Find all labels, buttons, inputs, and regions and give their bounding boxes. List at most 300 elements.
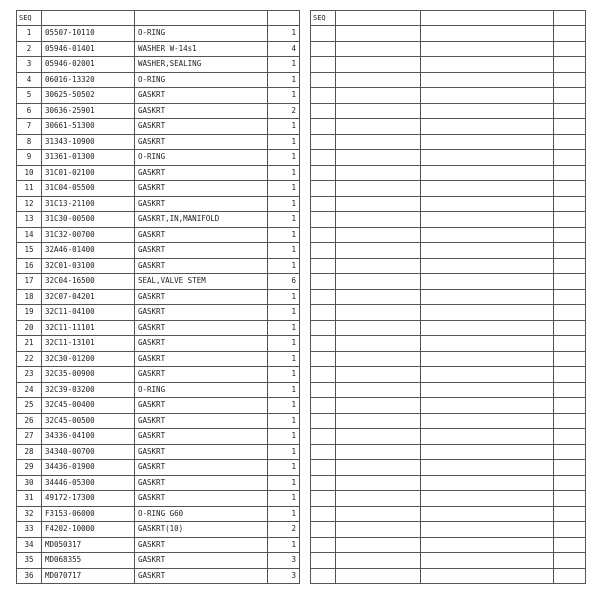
part-name-cell: WASHER,SEALING bbox=[135, 57, 268, 73]
table-row bbox=[17, 444, 300, 460]
empty-cell bbox=[554, 413, 586, 429]
empty-cell bbox=[421, 41, 554, 57]
empty-cell bbox=[311, 150, 336, 166]
empty-cell bbox=[336, 57, 421, 73]
empty-table-row bbox=[311, 196, 586, 212]
seq-cell: 13 bbox=[17, 212, 42, 228]
seq-cell: 29 bbox=[17, 460, 42, 476]
empty-cell bbox=[554, 26, 586, 42]
seq-cell: 18 bbox=[17, 289, 42, 305]
empty-cell bbox=[554, 150, 586, 166]
empty-table-row bbox=[311, 103, 586, 119]
table-row bbox=[17, 181, 300, 197]
quantity-header bbox=[268, 11, 300, 26]
part-name-cell: GASKRT bbox=[135, 460, 268, 476]
empty-table-row bbox=[311, 305, 586, 321]
part-name-cell: O-RING G60 bbox=[135, 506, 268, 522]
empty-table-row bbox=[311, 181, 586, 197]
table-row bbox=[17, 398, 300, 414]
empty-cell bbox=[421, 413, 554, 429]
empty-cell bbox=[311, 336, 336, 352]
empty-table-row bbox=[311, 26, 586, 42]
part-name-cell: GASKRT bbox=[135, 196, 268, 212]
part-number-cell: 32A46-01400 bbox=[42, 243, 135, 259]
empty-table-row bbox=[311, 320, 586, 336]
header-row bbox=[311, 11, 586, 26]
empty-table-row bbox=[311, 475, 586, 491]
quantity-cell: 1 bbox=[268, 506, 300, 522]
empty-cell bbox=[554, 336, 586, 352]
empty-table-row bbox=[311, 460, 586, 476]
quantity-cell: 1 bbox=[268, 57, 300, 73]
part-name-cell: GASKRT bbox=[135, 336, 268, 352]
quantity-cell: 1 bbox=[268, 119, 300, 135]
empty-table-row bbox=[311, 413, 586, 429]
empty-cell bbox=[336, 522, 421, 538]
quantity-cell: 1 bbox=[268, 88, 300, 104]
empty-cell bbox=[311, 72, 336, 88]
seq-cell: 23 bbox=[17, 367, 42, 383]
part-number-cell: 06016-13320 bbox=[42, 72, 135, 88]
empty-table-row bbox=[311, 367, 586, 383]
seq-cell: 35 bbox=[17, 553, 42, 569]
seq-cell: 21 bbox=[17, 336, 42, 352]
empty-cell bbox=[311, 119, 336, 135]
part-number-cell: 31C04-05500 bbox=[42, 181, 135, 197]
seq-cell: 16 bbox=[17, 258, 42, 274]
empty-cell bbox=[311, 134, 336, 150]
empty-cell bbox=[554, 320, 586, 336]
empty-table-row bbox=[311, 134, 586, 150]
table-row bbox=[17, 506, 300, 522]
empty-cell bbox=[336, 119, 421, 135]
empty-cell bbox=[421, 398, 554, 414]
empty-cell bbox=[554, 553, 586, 569]
empty-cell bbox=[554, 460, 586, 476]
part-number-cell: 32C11-13101 bbox=[42, 336, 135, 352]
empty-cell bbox=[421, 351, 554, 367]
empty-cell bbox=[311, 553, 336, 569]
part-name-cell: GASKRT bbox=[135, 181, 268, 197]
empty-cell bbox=[336, 553, 421, 569]
empty-cell bbox=[421, 537, 554, 553]
quantity-cell: 1 bbox=[268, 72, 300, 88]
part-number-cell: 31C13-21100 bbox=[42, 196, 135, 212]
part-number-cell: 30625-50502 bbox=[42, 88, 135, 104]
part-number-cell: 31361-01300 bbox=[42, 150, 135, 166]
empty-table-row bbox=[311, 553, 586, 569]
seq-header: SEQ bbox=[17, 11, 42, 26]
part-name-cell: GASKRT bbox=[135, 165, 268, 181]
part-name-header bbox=[135, 11, 268, 26]
seq-cell: 12 bbox=[17, 196, 42, 212]
table-row bbox=[17, 88, 300, 104]
quantity-cell: 1 bbox=[268, 243, 300, 259]
empty-cell bbox=[421, 150, 554, 166]
empty-cell bbox=[421, 227, 554, 243]
part-name-cell: GASKRT bbox=[135, 367, 268, 383]
empty-cell bbox=[311, 522, 336, 538]
seq-cell: 30 bbox=[17, 475, 42, 491]
seq-cell: 20 bbox=[17, 320, 42, 336]
part-number-cell: 32C01-03100 bbox=[42, 258, 135, 274]
table-row bbox=[17, 103, 300, 119]
table-row bbox=[17, 367, 300, 383]
part-number-cell: 32C11-11101 bbox=[42, 320, 135, 336]
table-row bbox=[17, 57, 300, 73]
empty-cell bbox=[311, 413, 336, 429]
table-row bbox=[17, 274, 300, 290]
empty-cell bbox=[311, 289, 336, 305]
seq-cell: 28 bbox=[17, 444, 42, 460]
parts-table-right bbox=[310, 10, 586, 584]
empty-table-row bbox=[311, 522, 586, 538]
quantity-cell: 1 bbox=[268, 212, 300, 228]
part-number-cell: 05946-02001 bbox=[42, 57, 135, 73]
table-row bbox=[17, 413, 300, 429]
part-number-cell: 49172-17300 bbox=[42, 491, 135, 507]
table-row bbox=[17, 150, 300, 166]
empty-cell bbox=[421, 429, 554, 445]
seq-cell: 2 bbox=[17, 41, 42, 57]
quantity-cell: 1 bbox=[268, 289, 300, 305]
empty-table-row bbox=[311, 258, 586, 274]
empty-cell bbox=[554, 165, 586, 181]
empty-cell bbox=[311, 506, 336, 522]
empty-cell bbox=[311, 398, 336, 414]
empty-cell bbox=[336, 26, 421, 42]
quantity-cell: 1 bbox=[268, 165, 300, 181]
seq-cell: 17 bbox=[17, 274, 42, 290]
empty-cell bbox=[311, 103, 336, 119]
seq-cell: 33 bbox=[17, 522, 42, 538]
empty-cell bbox=[311, 88, 336, 104]
table-row bbox=[17, 289, 300, 305]
part-name-cell: GASKRT bbox=[135, 568, 268, 584]
quantity-cell: 1 bbox=[268, 491, 300, 507]
empty-cell bbox=[311, 429, 336, 445]
seq-cell: 31 bbox=[17, 491, 42, 507]
empty-table-row bbox=[311, 491, 586, 507]
empty-cell bbox=[554, 491, 586, 507]
empty-cell bbox=[311, 568, 336, 584]
table-row bbox=[17, 165, 300, 181]
empty-cell bbox=[421, 553, 554, 569]
seq-cell: 24 bbox=[17, 382, 42, 398]
part-number-cell: 34446-05300 bbox=[42, 475, 135, 491]
part-number-cell: 34436-01900 bbox=[42, 460, 135, 476]
empty-cell bbox=[421, 103, 554, 119]
quantity-cell: 2 bbox=[268, 522, 300, 538]
table-row bbox=[17, 351, 300, 367]
empty-cell bbox=[421, 491, 554, 507]
empty-table-row bbox=[311, 150, 586, 166]
table-row bbox=[17, 537, 300, 553]
empty-cell bbox=[336, 258, 421, 274]
part-name-cell: GASKRT(10) bbox=[135, 522, 268, 538]
quantity-cell: 1 bbox=[268, 150, 300, 166]
empty-cell bbox=[421, 57, 554, 73]
empty-cell bbox=[554, 289, 586, 305]
empty-cell bbox=[554, 475, 586, 491]
part-name-cell: GASKRT bbox=[135, 475, 268, 491]
empty-table-row bbox=[311, 274, 586, 290]
empty-table-row bbox=[311, 289, 586, 305]
table-row bbox=[17, 475, 300, 491]
empty-cell bbox=[311, 444, 336, 460]
empty-table-row bbox=[311, 351, 586, 367]
seq-cell: 11 bbox=[17, 181, 42, 197]
empty-table-row bbox=[311, 119, 586, 135]
empty-cell bbox=[311, 41, 336, 57]
part-number-cell: 30636-25901 bbox=[42, 103, 135, 119]
table-row bbox=[17, 243, 300, 259]
empty-cell bbox=[336, 336, 421, 352]
seq-cell: 1 bbox=[17, 26, 42, 42]
part-number-header bbox=[336, 11, 421, 26]
quantity-cell: 1 bbox=[268, 367, 300, 383]
part-name-cell: GASKRT bbox=[135, 243, 268, 259]
quantity-cell: 1 bbox=[268, 351, 300, 367]
seq-cell: 7 bbox=[17, 119, 42, 135]
empty-cell bbox=[336, 289, 421, 305]
part-name-cell: GASKRT bbox=[135, 305, 268, 321]
empty-cell bbox=[554, 429, 586, 445]
empty-cell bbox=[311, 382, 336, 398]
empty-table-row bbox=[311, 57, 586, 73]
empty-cell bbox=[311, 258, 336, 274]
part-name-cell: GASKRT bbox=[135, 413, 268, 429]
seq-cell: 5 bbox=[17, 88, 42, 104]
part-name-cell: GASKRT bbox=[135, 429, 268, 445]
empty-cell bbox=[421, 367, 554, 383]
empty-table-row bbox=[311, 429, 586, 445]
empty-table-row bbox=[311, 212, 586, 228]
quantity-cell: 1 bbox=[268, 134, 300, 150]
empty-cell bbox=[421, 119, 554, 135]
empty-cell bbox=[311, 181, 336, 197]
empty-cell bbox=[336, 196, 421, 212]
part-name-cell: GASKRT bbox=[135, 491, 268, 507]
seq-cell: 32 bbox=[17, 506, 42, 522]
empty-cell bbox=[554, 274, 586, 290]
quantity-cell: 1 bbox=[268, 258, 300, 274]
part-number-cell: 32C07-04201 bbox=[42, 289, 135, 305]
part-name-cell: GASKRT bbox=[135, 537, 268, 553]
empty-cell bbox=[421, 26, 554, 42]
empty-cell bbox=[554, 181, 586, 197]
empty-table-row bbox=[311, 568, 586, 584]
part-number-cell: 31343-10900 bbox=[42, 134, 135, 150]
empty-table-row bbox=[311, 88, 586, 104]
empty-cell bbox=[336, 320, 421, 336]
empty-cell bbox=[311, 274, 336, 290]
table-row bbox=[17, 258, 300, 274]
empty-cell bbox=[336, 305, 421, 321]
seq-header: SEQ bbox=[311, 11, 336, 26]
empty-table-row bbox=[311, 165, 586, 181]
empty-table-row bbox=[311, 243, 586, 259]
table-row bbox=[17, 134, 300, 150]
part-name-cell: SEAL,VALVE STEM bbox=[135, 274, 268, 290]
quantity-cell: 1 bbox=[268, 196, 300, 212]
empty-cell bbox=[336, 460, 421, 476]
part-name-cell: GASKRT bbox=[135, 351, 268, 367]
empty-cell bbox=[421, 134, 554, 150]
empty-cell bbox=[311, 460, 336, 476]
empty-cell bbox=[336, 134, 421, 150]
empty-cell bbox=[311, 351, 336, 367]
part-number-cell: 32C35-00900 bbox=[42, 367, 135, 383]
empty-cell bbox=[336, 88, 421, 104]
empty-cell bbox=[421, 88, 554, 104]
part-number-header bbox=[42, 11, 135, 26]
table-row bbox=[17, 491, 300, 507]
part-name-cell: GASKRT bbox=[135, 320, 268, 336]
table-row bbox=[17, 196, 300, 212]
empty-cell bbox=[336, 150, 421, 166]
empty-cell bbox=[421, 460, 554, 476]
quantity-cell: 1 bbox=[268, 398, 300, 414]
empty-cell bbox=[421, 444, 554, 460]
part-number-cell: 34340-00700 bbox=[42, 444, 135, 460]
empty-cell bbox=[554, 103, 586, 119]
part-number-cell: 32C45-00400 bbox=[42, 398, 135, 414]
part-number-cell: 05507-10110 bbox=[42, 26, 135, 42]
empty-cell bbox=[554, 119, 586, 135]
empty-cell bbox=[311, 491, 336, 507]
quantity-cell: 1 bbox=[268, 537, 300, 553]
empty-cell bbox=[421, 320, 554, 336]
part-number-cell: 31C01-02100 bbox=[42, 165, 135, 181]
empty-table-row bbox=[311, 444, 586, 460]
empty-table-row bbox=[311, 227, 586, 243]
empty-cell bbox=[421, 305, 554, 321]
part-number-cell: 32C39-03200 bbox=[42, 382, 135, 398]
part-number-cell: 31C30-00500 bbox=[42, 212, 135, 228]
empty-table-row bbox=[311, 382, 586, 398]
empty-cell bbox=[421, 568, 554, 584]
empty-cell bbox=[336, 413, 421, 429]
empty-cell bbox=[336, 367, 421, 383]
empty-cell bbox=[554, 367, 586, 383]
part-name-cell: GASKRT bbox=[135, 134, 268, 150]
empty-cell bbox=[336, 103, 421, 119]
part-name-cell: GASKRT bbox=[135, 398, 268, 414]
empty-cell bbox=[421, 289, 554, 305]
empty-cell bbox=[421, 506, 554, 522]
table-row bbox=[17, 305, 300, 321]
quantity-cell: 1 bbox=[268, 336, 300, 352]
quantity-cell: 3 bbox=[268, 568, 300, 584]
part-name-cell: GASKRT bbox=[135, 289, 268, 305]
empty-cell bbox=[554, 88, 586, 104]
empty-cell bbox=[336, 506, 421, 522]
empty-cell bbox=[421, 274, 554, 290]
quantity-cell: 6 bbox=[268, 274, 300, 290]
part-number-cell: MD070717 bbox=[42, 568, 135, 584]
quantity-cell: 1 bbox=[268, 460, 300, 476]
empty-cell bbox=[554, 444, 586, 460]
empty-cell bbox=[336, 568, 421, 584]
empty-cell bbox=[554, 243, 586, 259]
empty-cell bbox=[311, 537, 336, 553]
empty-table-row bbox=[311, 336, 586, 352]
seq-cell: 3 bbox=[17, 57, 42, 73]
seq-cell: 34 bbox=[17, 537, 42, 553]
empty-cell bbox=[554, 398, 586, 414]
part-name-cell: O-RING bbox=[135, 72, 268, 88]
quantity-cell: 1 bbox=[268, 305, 300, 321]
seq-cell: 9 bbox=[17, 150, 42, 166]
empty-cell bbox=[336, 212, 421, 228]
empty-cell bbox=[336, 72, 421, 88]
empty-cell bbox=[421, 336, 554, 352]
part-name-header bbox=[421, 11, 554, 26]
part-name-cell: GASKRT bbox=[135, 553, 268, 569]
part-number-cell: F4202-10000 bbox=[42, 522, 135, 538]
seq-cell: 14 bbox=[17, 227, 42, 243]
quantity-header bbox=[554, 11, 586, 26]
empty-cell bbox=[554, 196, 586, 212]
table-row bbox=[17, 382, 300, 398]
empty-cell bbox=[336, 429, 421, 445]
parts-table-left bbox=[16, 10, 300, 584]
empty-cell bbox=[554, 41, 586, 57]
part-number-cell: 30661-51300 bbox=[42, 119, 135, 135]
empty-cell bbox=[336, 227, 421, 243]
seq-cell: 19 bbox=[17, 305, 42, 321]
empty-cell bbox=[554, 537, 586, 553]
part-number-cell: MD050317 bbox=[42, 537, 135, 553]
empty-cell bbox=[311, 196, 336, 212]
quantity-cell: 1 bbox=[268, 429, 300, 445]
empty-cell bbox=[554, 227, 586, 243]
empty-cell bbox=[311, 305, 336, 321]
quantity-cell: 3 bbox=[268, 553, 300, 569]
part-name-cell: GASKRT bbox=[135, 103, 268, 119]
quantity-cell: 2 bbox=[268, 103, 300, 119]
table-row bbox=[17, 72, 300, 88]
empty-cell bbox=[311, 367, 336, 383]
part-number-cell: 32C45-00500 bbox=[42, 413, 135, 429]
empty-cell bbox=[311, 212, 336, 228]
part-name-cell: O-RING bbox=[135, 26, 268, 42]
empty-cell bbox=[311, 165, 336, 181]
empty-cell bbox=[554, 568, 586, 584]
seq-cell: 25 bbox=[17, 398, 42, 414]
part-number-cell: 32C30-01200 bbox=[42, 351, 135, 367]
part-name-cell: GASKRT bbox=[135, 258, 268, 274]
empty-cell bbox=[421, 181, 554, 197]
seq-cell: 26 bbox=[17, 413, 42, 429]
empty-cell bbox=[554, 212, 586, 228]
empty-cell bbox=[554, 305, 586, 321]
empty-cell bbox=[554, 72, 586, 88]
table-row bbox=[17, 336, 300, 352]
empty-cell bbox=[311, 475, 336, 491]
empty-cell bbox=[421, 475, 554, 491]
empty-cell bbox=[421, 72, 554, 88]
empty-table-row bbox=[311, 41, 586, 57]
header-row bbox=[17, 11, 300, 26]
empty-cell bbox=[421, 258, 554, 274]
quantity-cell: 1 bbox=[268, 227, 300, 243]
empty-cell bbox=[336, 41, 421, 57]
empty-cell bbox=[554, 258, 586, 274]
empty-cell bbox=[554, 134, 586, 150]
empty-cell bbox=[311, 320, 336, 336]
